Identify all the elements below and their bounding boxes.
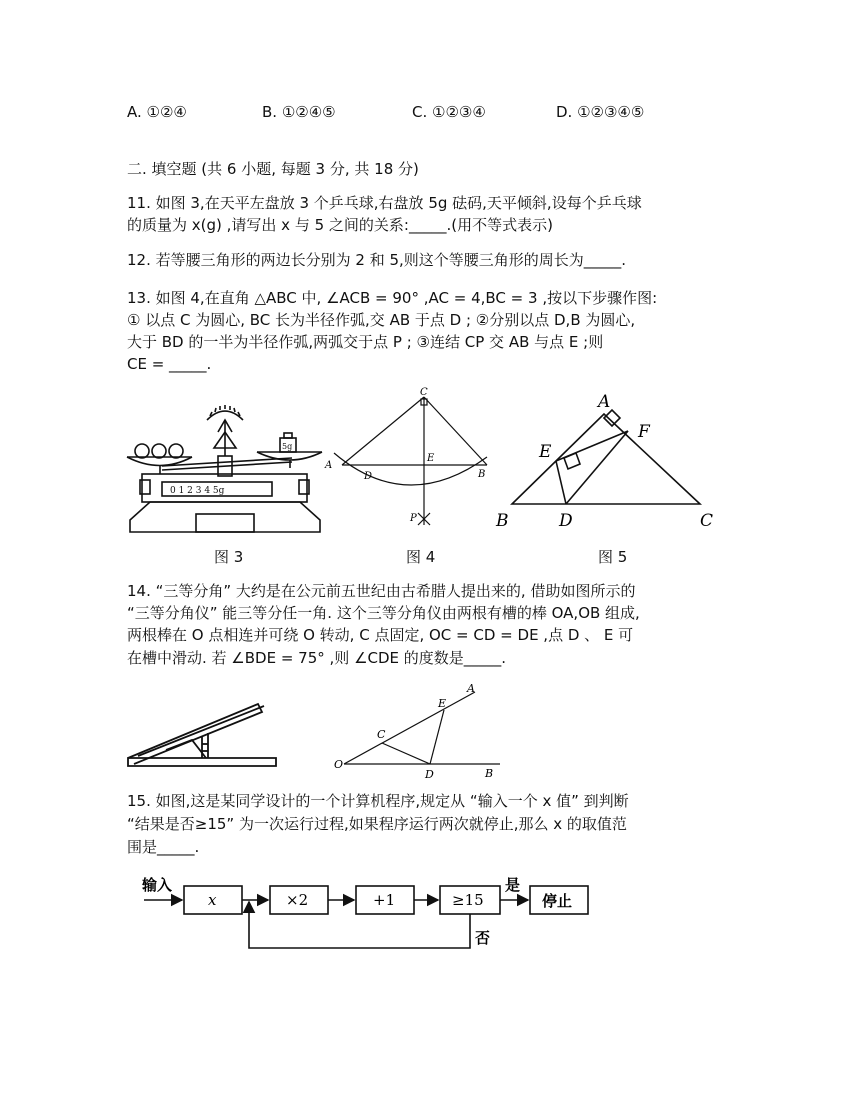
flow-box-times2: ×2 <box>286 891 309 909</box>
q14-line1: 14. “三等分角” 大约是在公元前五世纪由古希腊人提出来的, 借助如图所示的 <box>127 582 636 600</box>
program-flowchart <box>130 868 600 958</box>
q11-line2: 的质量为 x(g) ,请写出 x 与 5 之间的关系:_____.(用不等式表示) <box>127 216 553 234</box>
label-e: E <box>438 697 447 710</box>
q14-line4: 在槽中滑动. 若 ∠BDE = 75° ,则 ∠CDE 的度数是_____. <box>127 649 507 667</box>
fig5-caption: 图 5 <box>598 548 628 566</box>
label-b: B <box>485 767 494 780</box>
q15-line3: 围是_____. <box>127 838 200 856</box>
label-a: A <box>467 682 475 695</box>
fig4-caption: 图 4 <box>406 548 436 566</box>
option-b: B. ①②④⑤ <box>262 103 336 121</box>
flow-box-x: x <box>208 891 217 909</box>
label-d: D <box>364 471 373 482</box>
q14-line3: 两根棒在 O 点相连并可绕 O 转动, C 点固定, OC = CD = DE ,点 D 、 E 可 <box>127 626 634 644</box>
label-e: E <box>539 442 552 462</box>
option-c: C. ①②③④ <box>412 103 486 121</box>
label-f: F <box>638 422 650 442</box>
triangle-figure <box>492 385 720 535</box>
flow-yes-label: 是 <box>505 876 521 894</box>
q13-line4: CE = _____. <box>127 355 212 373</box>
weight-label: 5g <box>282 442 293 451</box>
flow-box-ge15: ≥15 <box>452 891 484 909</box>
flow-box-plus1: +1 <box>373 891 396 909</box>
flow-box-stop: 停止 <box>542 892 573 910</box>
fig3-caption: 图 3 <box>214 548 244 566</box>
scale-ruler-label: 0 1 2 3 4 5g <box>170 486 225 496</box>
q15-line2: “结果是否≥15” 为一次运行过程,如果程序运行两次就停止,那么 x 的取值范 <box>127 815 627 833</box>
label-a: A <box>598 392 611 412</box>
label-b: B <box>496 511 509 531</box>
label-c: C <box>700 511 714 531</box>
option-d: D. ①②③④⑤ <box>556 103 645 121</box>
label-o: O <box>334 758 344 771</box>
trisector-diagram <box>330 680 510 780</box>
section-title: 二. 填空题 (共 6 小题, 每题 3 分, 共 18 分) <box>127 160 419 178</box>
q12-line1: 12. 若等腰三角形的两边长分别为 2 和 5,则这个等腰三角形的周长为_____. <box>127 251 627 269</box>
q13-line2: ① 以点 C 为圆心, BC 长为半径作弧,交 AB 于点 D ; ②分别以点 D,B 为圆心, <box>127 311 636 329</box>
q15-line1: 15. 如图,这是某同学设计的一个计算机程序,规定从 “输入一个 x 值” 到判断 <box>127 792 629 810</box>
label-c: C <box>420 387 428 398</box>
flow-no-label: 否 <box>475 929 491 947</box>
label-e: E <box>427 453 435 464</box>
label-a: A <box>325 460 333 471</box>
q13-line1: 13. 如图 4,在直角 △ABC 中, ∠ACB = 90° ,AC = 4,BC = 3 ,按以下步骤作图: <box>127 289 658 307</box>
label-d: D <box>425 768 434 780</box>
label-p: P <box>410 513 417 524</box>
construction-figure <box>322 385 497 535</box>
q11-line1: 11. 如图 3,在天平左盘放 3 个乒乓球,右盘放 5g 砝码,天平倾斜,设每个乒乓球 <box>127 194 642 212</box>
label-c: C <box>377 728 386 741</box>
label-b: B <box>478 469 486 480</box>
balance-scale-figure <box>122 402 327 537</box>
q13-line3: 大于 BD 的一半为半径作弧,两弧交于点 P ; ③连结 CP 交 AB 与点 E ;则 <box>127 333 604 351</box>
trisector-device-figure <box>126 696 281 771</box>
q14-line2: “三等分角仪” 能三等分任一角. 这个三等分角仪由两根有槽的棒 OA,OB 组成, <box>127 604 640 622</box>
label-d: D <box>559 511 573 531</box>
option-a: A. ①②④ <box>127 103 187 121</box>
flow-input-label: 输入 <box>142 876 173 894</box>
